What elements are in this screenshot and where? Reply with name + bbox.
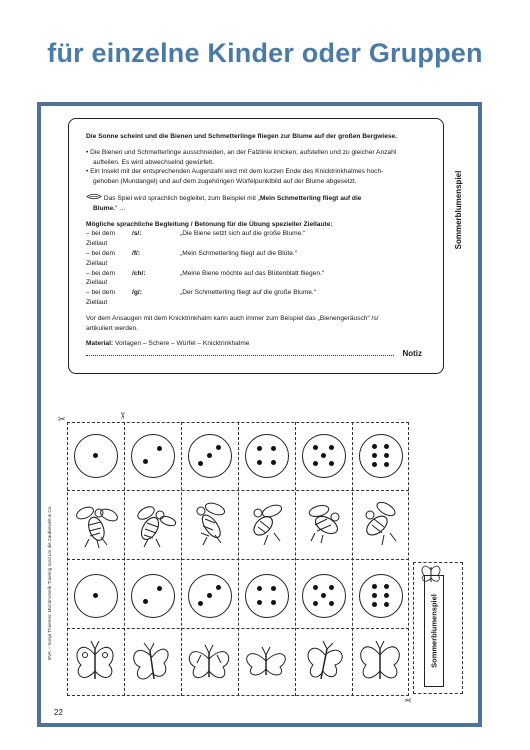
example-prefix: – bei dem Ziellaut (86, 249, 115, 267)
example-sentence: „Die Biene setzt sich auf die große Blume.“ (180, 230, 306, 238)
example-prefix: – bei dem Ziellaut (86, 230, 115, 248)
example-row (86, 229, 436, 249)
speech-intro: Das Spiel wird sprachlich begleitet, zum Beispiel mit „ (103, 194, 260, 202)
butterfly-icon (77, 641, 113, 679)
scissors-icon: ✂ (58, 414, 66, 424)
dice-face-icon (131, 574, 175, 618)
card-side-title: Sommerblumenspiel (454, 170, 463, 250)
cutout-title: Sommerblumenspiel (429, 594, 439, 668)
example-row (86, 288, 436, 308)
material-label: Material: (86, 340, 114, 348)
page-headline: für einzelne Kinder oder Gruppen (47, 38, 483, 68)
bee-icon (308, 504, 340, 543)
bullet-line: gehoben (Mundangel) und auf dem zugehörigen Würfelpunktbild auf der Blume abgesetzt. (93, 178, 357, 186)
dice-face-icon (359, 574, 403, 618)
speech-bubble-icon (86, 195, 104, 202)
butterfly-row (67, 629, 409, 696)
note-line: artikuliert werden. (86, 324, 139, 332)
butterfly-icon (189, 645, 228, 678)
dice-face-icon (188, 574, 232, 618)
bee-icon (250, 503, 283, 545)
example-prefix: – bei dem Ziellaut (86, 269, 115, 287)
example-sound: /g/: (132, 289, 142, 297)
bee-icon (136, 504, 177, 547)
butterfly-icon (308, 641, 342, 679)
dice-face-icon (131, 434, 175, 478)
dice-face-icon (302, 434, 346, 478)
butterfly-icon (361, 641, 400, 679)
note-line: Vor dem Ansaugen mit dem Knicktrinkhalm kann auch immer zum Beispiel das „Bienengeräusch“ /s/ (86, 314, 379, 322)
bee-icon (363, 500, 397, 545)
cutout-title-box (424, 575, 444, 687)
example-row (86, 249, 436, 269)
speech-end: “ … (114, 204, 126, 212)
speech-line (86, 193, 436, 204)
example-sentence: „Der Schmetterling fliegt auf die große Blume.“ (180, 289, 316, 297)
speech-example-end: Blume. (93, 204, 115, 212)
scissors-icon: ✂ (117, 411, 128, 420)
speech-example: Mein Schmetterling fliegt auf die (259, 194, 362, 202)
dice-face-icon (74, 434, 118, 478)
bee-row (67, 491, 409, 559)
example-sound: /f/: (132, 249, 141, 257)
dice-face-icon (74, 574, 118, 618)
butterfly-icon (134, 643, 168, 679)
bullet-line: aufteilen. Es wird abwechselnd gewürfelt. (93, 158, 214, 166)
example-prefix: – bei dem Ziellaut (86, 289, 115, 306)
instruction-text (86, 132, 436, 349)
notiz-line (86, 348, 422, 358)
dice-face-icon (359, 434, 403, 478)
example-sound: /s/: (132, 230, 142, 238)
notiz-label: Notiz (402, 349, 422, 358)
bee-icon (75, 505, 120, 548)
example-sound: /ch/: (132, 269, 146, 277)
dice-face-icon (302, 574, 346, 618)
material-text: Vorlagen – Schere – Würfel – Knicktrinkhalme (114, 340, 250, 348)
scissors-icon: ✂ (404, 695, 412, 705)
card-title: Die Sonne scheint und die Bienen und Schmetterlinge fliegen zur Blume auf der großen Bergwiese. (86, 133, 398, 140)
dice-face-icon (245, 434, 289, 478)
bee-icon (197, 501, 226, 545)
bullet-line: • Die Bienen und Schmetterlinge ausschneiden, an der Falzlinie knicken, aufstellen und zu gleicher Anzahl (86, 148, 397, 156)
butterfly-icon (247, 647, 286, 675)
example-row (86, 269, 436, 289)
credit-line: BVK – Sonja Thoenes: Mundmotorik-Training rund um die Zauberwelt & Co. (47, 505, 52, 660)
example-sentence: „Mein Schmetterling fliegt auf die Blüte.“ (180, 249, 297, 257)
page-number: 22 (54, 708, 63, 717)
bullet-line: • Ein Insekt mit der entsprechenden Augenzahl wird mit dem kurzen Ende des Knicktrinkhalmes hoch- (86, 168, 384, 176)
speech-line-2 (86, 204, 436, 214)
dice-face-icon (188, 434, 232, 478)
section-heading: Mögliche sprachliche Begleitung / Betonung für die Übung spezieller Ziellaute: (86, 220, 333, 228)
example-sentence: „Meine Biene möchte auf das Blütenblatt fliegen.“ (180, 269, 325, 277)
dice-face-icon (245, 574, 289, 618)
